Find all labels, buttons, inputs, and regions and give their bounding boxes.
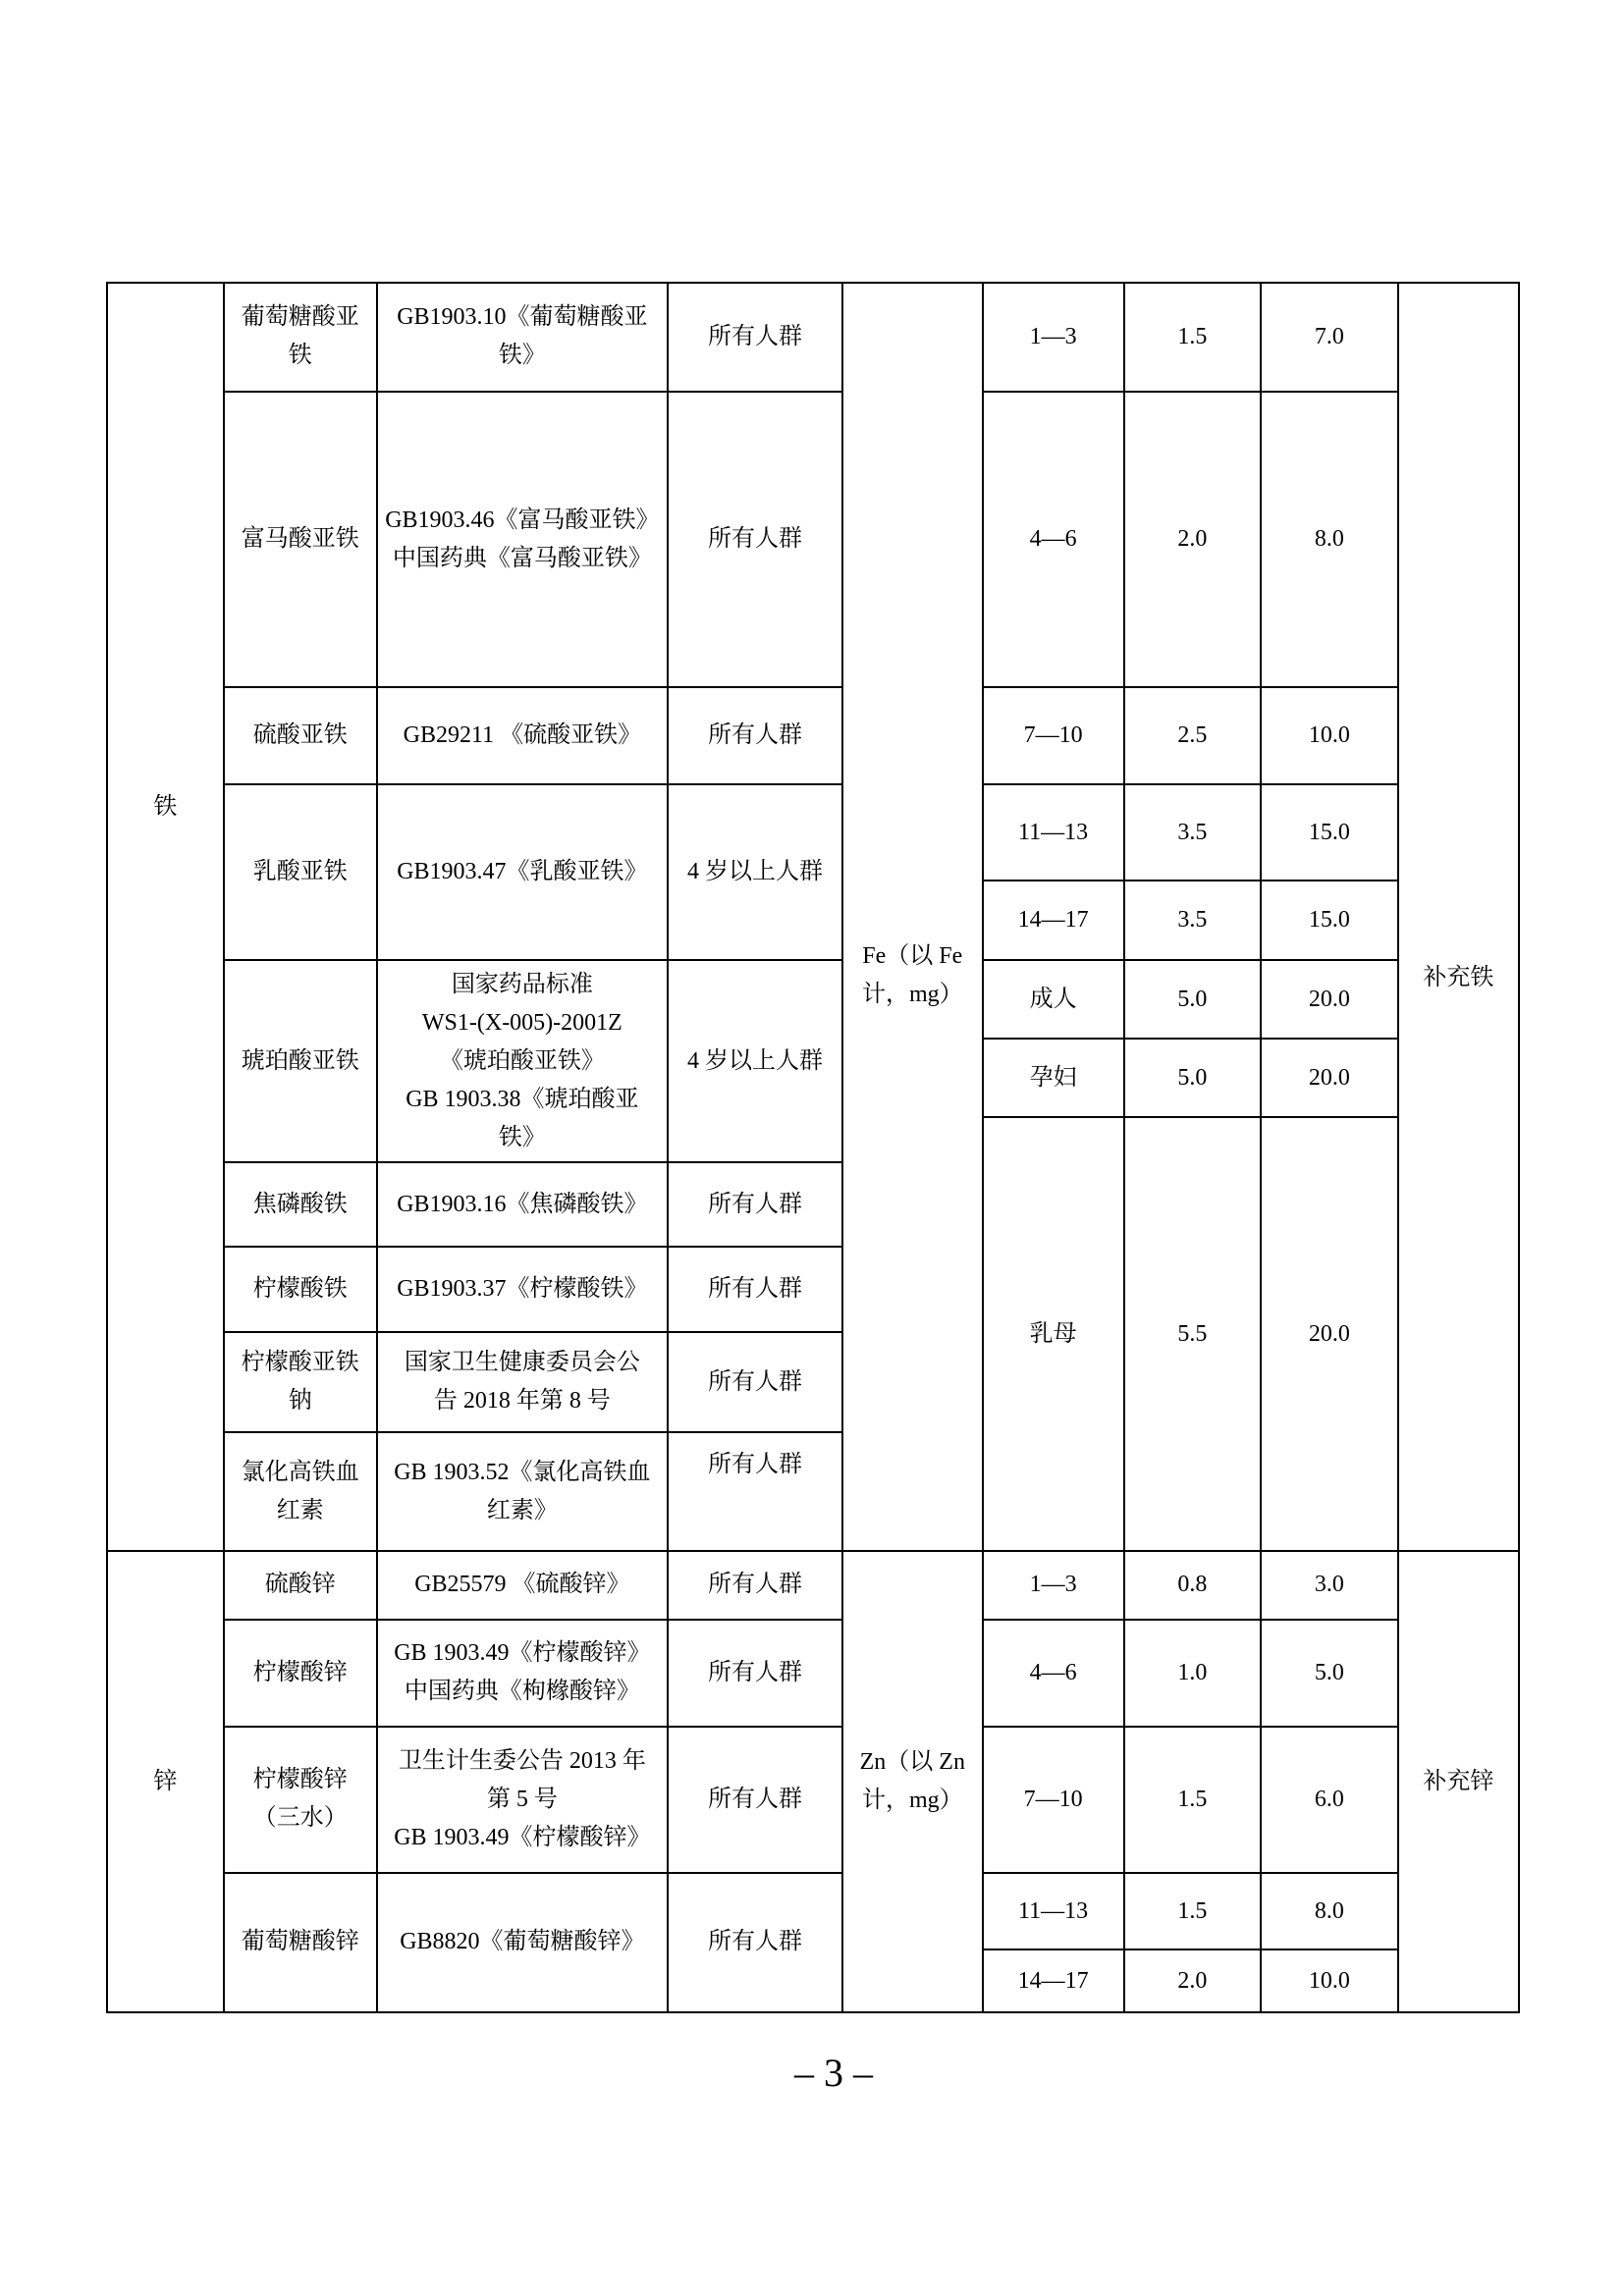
population-cell: 所有人群 xyxy=(669,1621,841,1726)
standard-cell: GB1903.47《乳酸亚铁》 xyxy=(378,785,667,959)
standard-cell: GB 1903.49《柠檬酸锌》 中国药典《枸橼酸锌》 xyxy=(378,1621,667,1726)
max-level-cell: 6.0 xyxy=(1262,1728,1397,1872)
population-cell: 所有人群 xyxy=(669,1333,841,1431)
population-cell: 所有人群 xyxy=(669,284,841,391)
min-level-cell: 5.0 xyxy=(1125,961,1261,1038)
standard-cell: GB1903.10《葡萄糖酸亚 铁》 xyxy=(378,284,667,391)
max-level-cell: 3.0 xyxy=(1262,1552,1397,1619)
population-cell: 所有人群 xyxy=(669,1874,841,2011)
age-group-cell: 孕妇 xyxy=(984,1040,1123,1116)
unit-cell: Zn（以 Zn 计，mg） xyxy=(843,1552,982,2011)
compound-name-cell: 焦磷酸铁 xyxy=(225,1163,376,1246)
age-group-cell: 4—6 xyxy=(984,1621,1123,1726)
compound-name-cell: 富马酸亚铁 xyxy=(225,393,376,687)
nutrient-name-cell: 锌 xyxy=(108,1552,223,2011)
function-cell: 补充铁 xyxy=(1399,284,1518,1550)
population-cell: 所有人群 xyxy=(669,1433,841,1550)
compound-name-cell: 葡萄糖酸锌 xyxy=(225,1874,376,2011)
min-level-cell: 2.0 xyxy=(1125,393,1261,687)
compound-name-cell: 硫酸锌 xyxy=(225,1552,376,1619)
min-level-cell: 2.0 xyxy=(1125,1950,1261,2011)
page-number: – 3 – xyxy=(794,2051,873,2095)
age-group-cell: 14—17 xyxy=(984,881,1123,959)
compound-name-cell: 琥珀酸亚铁 xyxy=(225,961,376,1161)
standard-cell: 卫生计生委公告 2013 年 第 5 号 GB 1903.49《柠檬酸锌》 xyxy=(378,1728,667,1872)
population-cell: 所有人群 xyxy=(669,1552,841,1619)
compound-name-cell: 柠檬酸铁 xyxy=(225,1248,376,1331)
min-level-cell: 5.0 xyxy=(1125,1040,1261,1116)
compound-name-cell: 柠檬酸锌 （三水） xyxy=(225,1728,376,1872)
max-level-cell: 7.0 xyxy=(1262,284,1397,391)
function-cell: 补充锌 xyxy=(1399,1552,1518,2011)
min-level-cell: 5.5 xyxy=(1125,1118,1261,1550)
min-level-cell: 1.5 xyxy=(1125,1874,1261,1949)
age-group-cell: 11—13 xyxy=(984,1874,1123,1949)
max-level-cell: 10.0 xyxy=(1262,1950,1397,2011)
min-level-cell: 1.5 xyxy=(1125,1728,1261,1872)
standard-cell: GB1903.37《柠檬酸铁》 xyxy=(378,1248,667,1331)
compound-name-cell: 柠檬酸亚铁 钠 xyxy=(225,1333,376,1431)
age-group-cell: 11—13 xyxy=(984,785,1123,880)
population-cell: 所有人群 xyxy=(669,1728,841,1872)
age-group-cell: 成人 xyxy=(984,961,1123,1038)
compound-name-cell: 氯化高铁血 红素 xyxy=(225,1433,376,1550)
age-group-cell: 7—10 xyxy=(984,1728,1123,1872)
standard-cell: 国家药品标准 WS1-(X-005)-2001Z 《琥珀酸亚铁》 GB 1903.38《琥珀酸亚 铁》 xyxy=(378,961,667,1161)
max-level-cell: 15.0 xyxy=(1262,881,1397,959)
max-level-cell: 5.0 xyxy=(1262,1621,1397,1726)
population-cell: 所有人群 xyxy=(669,1248,841,1331)
unit-cell: Fe（以 Fe 计，mg） xyxy=(843,284,982,1550)
age-group-cell: 7—10 xyxy=(984,688,1123,783)
standard-cell: 国家卫生健康委员会公 告 2018 年第 8 号 xyxy=(378,1333,667,1431)
compound-name-cell: 乳酸亚铁 xyxy=(225,785,376,959)
min-level-cell: 0.8 xyxy=(1125,1552,1261,1619)
standard-cell: GB29211 《硫酸亚铁》 xyxy=(378,688,667,783)
nutrient-fortification-table xyxy=(106,282,1520,2013)
population-cell: 所有人群 xyxy=(669,393,841,687)
max-level-cell: 10.0 xyxy=(1262,688,1397,783)
nutrient-name-cell: 铁 xyxy=(108,284,223,1550)
max-level-cell: 20.0 xyxy=(1262,961,1397,1038)
age-group-cell: 14—17 xyxy=(984,1950,1123,2011)
min-level-cell: 1.5 xyxy=(1125,284,1261,391)
compound-name-cell: 葡萄糖酸亚 铁 xyxy=(225,284,376,391)
max-level-cell: 20.0 xyxy=(1262,1118,1397,1550)
age-group-cell: 1—3 xyxy=(984,1552,1123,1619)
compound-name-cell: 硫酸亚铁 xyxy=(225,688,376,783)
population-cell: 4 岁以上人群 xyxy=(669,785,841,959)
standard-cell: GB25579 《硫酸锌》 xyxy=(378,1552,667,1619)
max-level-cell: 8.0 xyxy=(1262,1874,1397,1949)
max-level-cell: 15.0 xyxy=(1262,785,1397,880)
min-level-cell: 3.5 xyxy=(1125,785,1261,880)
age-group-cell: 1—3 xyxy=(984,284,1123,391)
standard-cell: GB 1903.52《氯化高铁血 红素》 xyxy=(378,1433,667,1550)
standard-cell: GB1903.46《富马酸亚铁》 中国药典《富马酸亚铁》 xyxy=(378,393,667,687)
age-group-cell: 乳母 xyxy=(984,1118,1123,1550)
population-cell: 所有人群 xyxy=(669,688,841,783)
standard-cell: GB8820《葡萄糖酸锌》 xyxy=(378,1874,667,2011)
min-level-cell: 1.0 xyxy=(1125,1621,1261,1726)
min-level-cell: 3.5 xyxy=(1125,881,1261,959)
max-level-cell: 20.0 xyxy=(1262,1040,1397,1116)
population-cell: 4 岁以上人群 xyxy=(669,961,841,1161)
population-cell: 所有人群 xyxy=(669,1163,841,1246)
compound-name-cell: 柠檬酸锌 xyxy=(225,1621,376,1726)
standard-cell: GB1903.16《焦磷酸铁》 xyxy=(378,1163,667,1246)
age-group-cell: 4—6 xyxy=(984,393,1123,687)
max-level-cell: 8.0 xyxy=(1262,393,1397,687)
min-level-cell: 2.5 xyxy=(1125,688,1261,783)
